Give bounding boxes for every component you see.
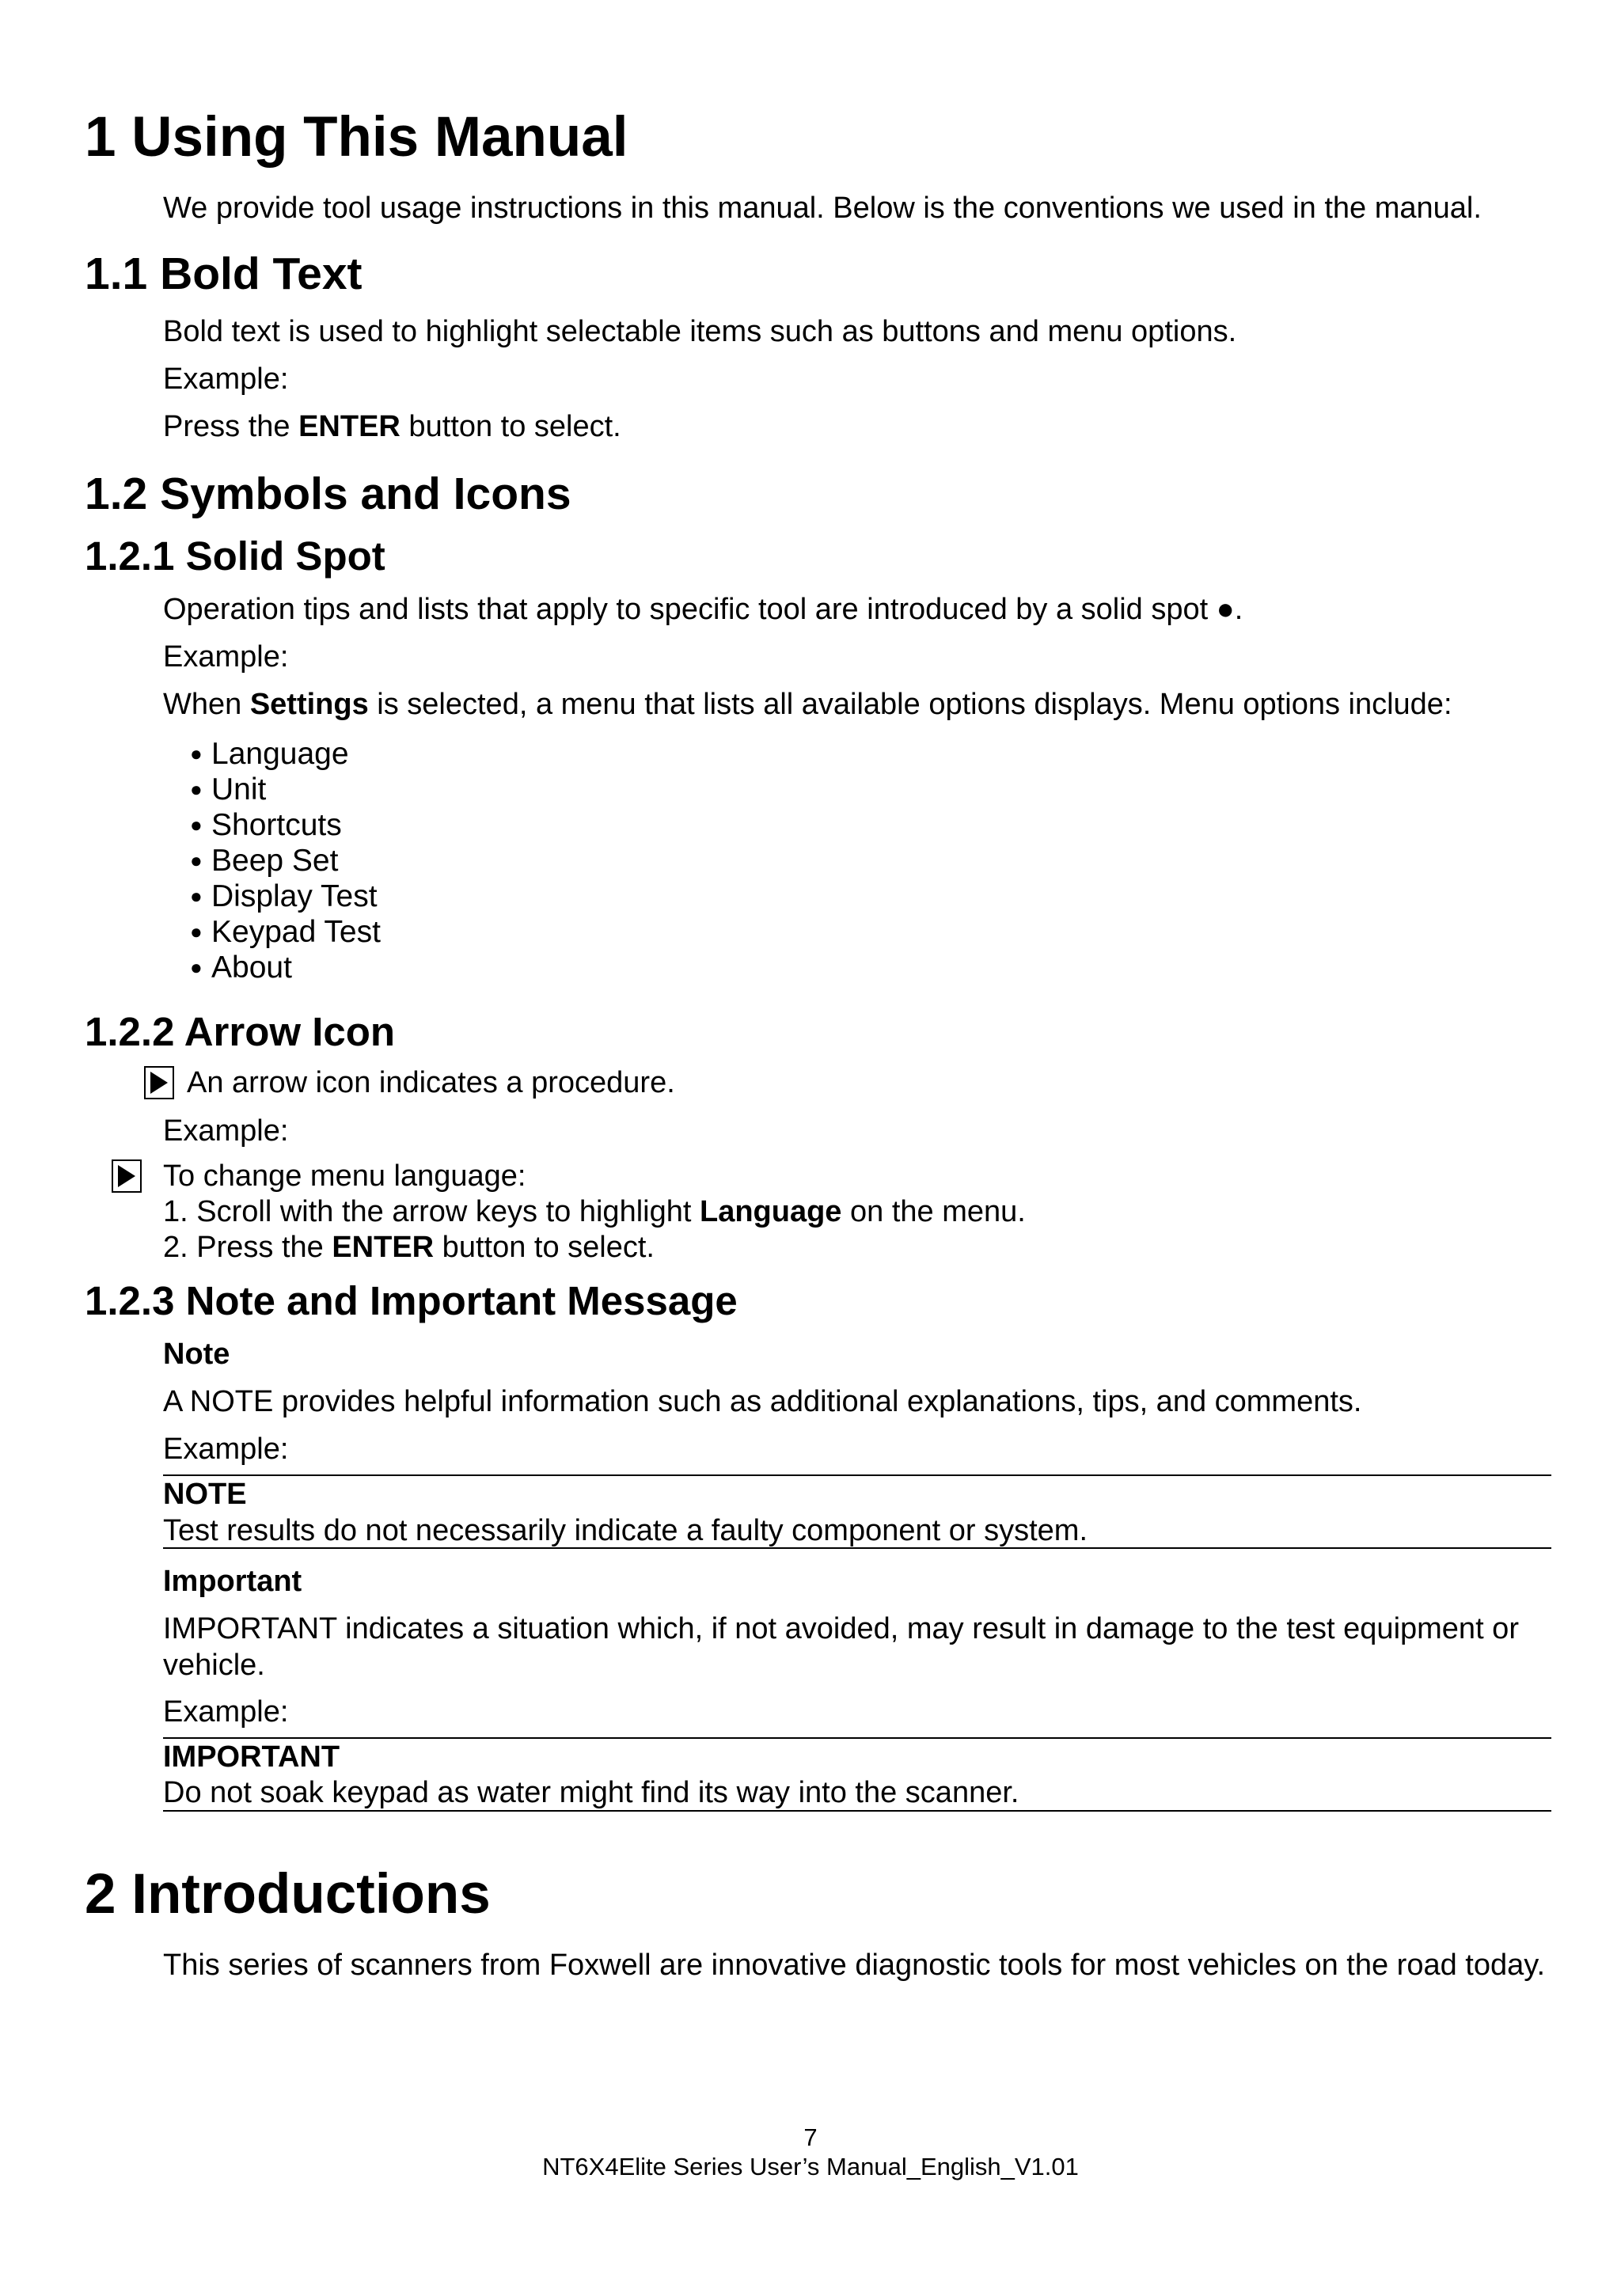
- note-heading: Note: [163, 1338, 230, 1371]
- text-run: on the menu.: [841, 1195, 1026, 1228]
- bold-keyword: ENTER: [332, 1231, 435, 1264]
- bold-keyword: Settings: [249, 688, 369, 721]
- procedure-step-1: [163, 1194, 1026, 1230]
- list-item-label: Beep Set: [211, 844, 339, 878]
- section-1-2-title: 1.2 Symbols and Icons: [85, 469, 571, 519]
- section-1-1-example-line: [163, 408, 621, 445]
- section-1-2-2-title: 1.2.2 Arrow Icon: [85, 1009, 396, 1054]
- list-item-label: About: [211, 951, 292, 985]
- text-run: button to select.: [400, 410, 621, 443]
- important-box-top-rule: [163, 1737, 1551, 1739]
- section-1-title: 1 Using This Manual: [85, 106, 628, 169]
- section-1-2-1-example-label: Example:: [163, 640, 289, 674]
- bullet-dot: ●: [190, 777, 203, 801]
- page-number: 7: [803, 2123, 818, 2151]
- section-2-intro: This series of scanners from Foxwell are innovative diagnostic tools for most vehicles on the road today.: [163, 1949, 1545, 1982]
- bullet-dot: ●: [190, 848, 203, 872]
- bullet-dot: ●: [190, 813, 203, 837]
- note-box-bottom-rule: [163, 1547, 1551, 1549]
- note-box-title: NOTE: [163, 1478, 247, 1511]
- note-box-top-rule: [163, 1474, 1551, 1476]
- list-item: [190, 807, 342, 843]
- note-desc: A NOTE provides helpful information such as additional explanations, tips, and comments.: [163, 1385, 1362, 1418]
- section-1-2-2-desc: An arrow icon indicates a procedure.: [187, 1066, 675, 1099]
- section-2-title: 2 Introductions: [85, 1863, 491, 1926]
- text-run: button to select.: [434, 1231, 655, 1264]
- note-example-label: Example:: [163, 1433, 289, 1466]
- bullet-dot: ●: [190, 742, 203, 765]
- list-item-label: Keypad Test: [211, 915, 381, 949]
- section-1-2-2-example-label: Example:: [163, 1114, 289, 1148]
- important-box-title: IMPORTANT: [163, 1740, 340, 1774]
- bold-keyword: Language: [699, 1195, 842, 1228]
- section-1-2-1-desc: Operation tips and lists that apply to specific tool are introduced by a solid spot ●.: [163, 593, 1243, 626]
- list-item: [190, 772, 266, 807]
- list-item-label: Unit: [211, 772, 267, 806]
- section-1-2-1-title: 1.2.1 Solid Spot: [85, 533, 385, 579]
- section-1-1-example-label: Example:: [163, 362, 289, 396]
- bullet-dot: ●: [190, 884, 203, 908]
- footer-manual-name: NT6X4Elite Series User’s Manual_English_V1.01: [542, 2153, 1079, 2180]
- list-item: [190, 950, 292, 985]
- text-run: 2. Press the: [163, 1231, 332, 1264]
- important-example-label: Example:: [163, 1695, 289, 1729]
- list-item: [190, 879, 378, 914]
- text-run: 1. Scroll with the arrow keys to highlight: [163, 1195, 700, 1228]
- list-item-label: Shortcuts: [211, 808, 342, 842]
- important-heading: Important: [163, 1565, 302, 1598]
- list-item-label: Language: [211, 737, 349, 771]
- text-run: is selected, a menu that lists all available options displays. Menu options include:: [368, 688, 1452, 721]
- section-1-2-1-example-line: [163, 686, 1452, 723]
- bullet-dot: ●: [190, 920, 203, 943]
- procedure-step-2: [163, 1229, 655, 1266]
- list-item: [190, 736, 349, 772]
- bullet-dot: ●: [190, 955, 203, 979]
- important-desc: IMPORTANT indicates a situation which, if not avoided, may result in damage to the test equipment or vehicle.: [163, 1612, 1519, 1682]
- arrow-procedure-icon: [112, 1159, 142, 1193]
- arrow-procedure-icon: [144, 1066, 174, 1099]
- important-box-bottom-rule: [163, 1810, 1551, 1812]
- list-item: [190, 914, 381, 950]
- section-1-1-title: 1.1 Bold Text: [85, 249, 363, 299]
- list-item-label: Display Test: [211, 879, 378, 913]
- important-box-text: Do not soak keypad as water might find its way into the scanner.: [163, 1776, 1019, 1809]
- text-run: When: [163, 688, 250, 721]
- procedure-title: To change menu language:: [163, 1159, 526, 1193]
- note-box-text: Test results do not necessarily indicate a faulty component or system.: [163, 1514, 1088, 1547]
- list-item: [190, 843, 338, 879]
- section-1-intro: We provide tool usage instructions in this manual. Below is the conventions we used in the manual.: [163, 192, 1482, 225]
- section-1-2-3-title: 1.2.3 Note and Important Message: [85, 1278, 738, 1323]
- bold-keyword: ENTER: [298, 410, 401, 443]
- section-1-1-desc: Bold text is used to highlight selectable items such as buttons and menu options.: [163, 315, 1237, 348]
- text-run: Press the: [163, 410, 299, 443]
